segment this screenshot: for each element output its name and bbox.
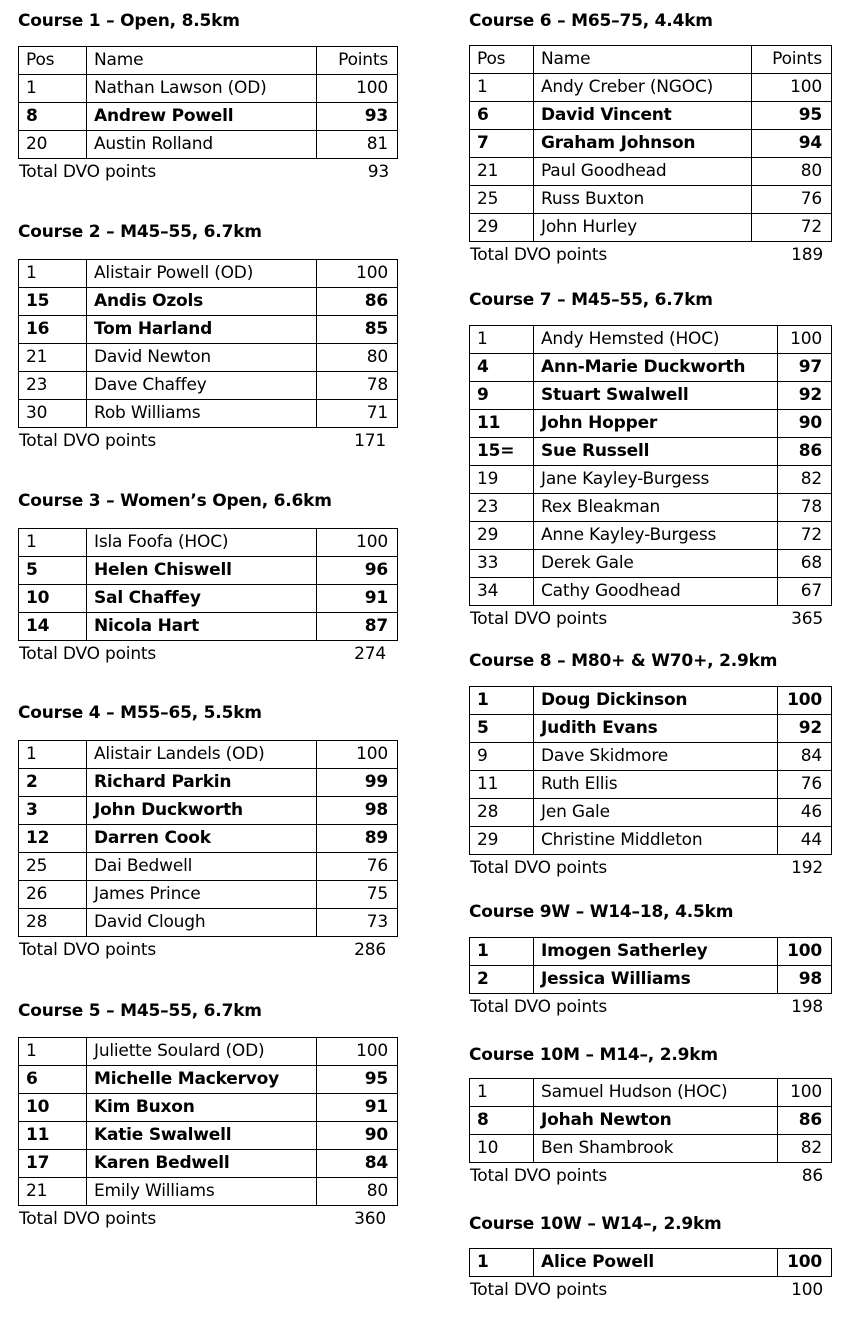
name-cell: Judith Evans — [534, 715, 778, 743]
points-cell: 85 — [317, 316, 398, 344]
table-row — [470, 354, 832, 382]
table-row — [470, 799, 832, 827]
name-cell: Tom Harland — [87, 316, 317, 344]
name-cell: Sal Chaffey — [87, 585, 317, 613]
points-cell: 86 — [778, 1107, 832, 1135]
position-cell: 33 — [470, 550, 534, 578]
position-cell: 17 — [19, 1150, 87, 1178]
table-row — [470, 522, 832, 550]
name-cell: Katie Swalwell — [87, 1122, 317, 1150]
name-cell: Samuel Hudson (HOC) — [534, 1079, 778, 1107]
name-cell: Alistair Powell (OD) — [87, 260, 317, 288]
position-cell: 29 — [470, 522, 534, 550]
points-cell: 84 — [317, 1150, 398, 1178]
name-cell: Ben Shambrook — [534, 1135, 778, 1163]
table-row — [19, 344, 398, 372]
table-row — [19, 613, 398, 641]
position-cell: 21 — [19, 1178, 87, 1206]
total-value: 365 — [791, 609, 823, 629]
name-cell: James Prince — [87, 881, 317, 909]
points-cell: 100 — [317, 741, 398, 769]
total-value: 93 — [367, 162, 389, 182]
table-row — [470, 158, 832, 186]
name-cell: Nicola Hart — [87, 613, 317, 641]
header-pos: Pos — [19, 47, 87, 75]
table-row — [470, 74, 832, 102]
table-row — [19, 585, 398, 613]
name-cell: Johah Newton — [534, 1107, 778, 1135]
name-cell: Jessica Williams — [534, 966, 778, 994]
name-cell: Dave Skidmore — [534, 743, 778, 771]
table-row — [19, 316, 398, 344]
position-cell: 4 — [470, 354, 534, 382]
points-cell: 46 — [778, 799, 832, 827]
points-cell: 95 — [752, 102, 832, 130]
position-cell: 5 — [19, 557, 87, 585]
name-cell: Graham Johnson — [534, 130, 752, 158]
points-cell: 73 — [317, 909, 398, 937]
total-row — [18, 641, 398, 667]
name-cell: Paul Goodhead — [534, 158, 752, 186]
points-cell: 82 — [778, 466, 832, 494]
points-cell: 80 — [317, 1178, 398, 1206]
table-row — [470, 715, 832, 743]
table-row — [19, 881, 398, 909]
table-row — [470, 578, 832, 606]
points-cell: 84 — [778, 743, 832, 771]
course-section — [469, 900, 832, 1020]
name-cell: Juliette Soulard (OD) — [87, 1038, 317, 1066]
points-cell: 86 — [778, 438, 832, 466]
name-cell: Jane Kayley-Burgess — [534, 466, 778, 494]
position-cell: 15 — [19, 288, 87, 316]
position-cell: 28 — [470, 799, 534, 827]
name-cell: Isla Foofa (HOC) — [87, 529, 317, 557]
points-cell: 90 — [317, 1122, 398, 1150]
course-section — [469, 288, 832, 632]
points-cell: 100 — [778, 326, 832, 354]
table-row — [19, 1094, 398, 1122]
table-row — [470, 438, 832, 466]
position-cell: 26 — [19, 881, 87, 909]
course-title: Course 2 – M45–55, 6.7km — [18, 222, 262, 242]
name-cell: Jen Gale — [534, 799, 778, 827]
points-cell: 80 — [752, 158, 832, 186]
name-cell: Anne Kayley-Burgess — [534, 522, 778, 550]
header-pos: Pos — [470, 46, 534, 74]
position-cell: 8 — [470, 1107, 534, 1135]
points-cell: 100 — [778, 1249, 832, 1277]
header-points: Points — [752, 46, 832, 74]
table-row — [19, 797, 398, 825]
course-section — [469, 9, 832, 268]
points-cell: 76 — [317, 853, 398, 881]
points-cell: 98 — [778, 966, 832, 994]
course-title: Course 10W – W14–, 2.9km — [469, 1214, 722, 1234]
total-row — [18, 428, 398, 454]
name-cell: David Newton — [87, 344, 317, 372]
points-cell: 72 — [752, 214, 832, 242]
total-row — [469, 1277, 832, 1303]
table-header-row — [470, 46, 832, 74]
name-cell: John Hopper — [534, 410, 778, 438]
name-cell: Nathan Lawson (OD) — [87, 75, 317, 103]
position-cell: 1 — [19, 260, 87, 288]
position-cell: 9 — [470, 743, 534, 771]
points-cell: 92 — [778, 715, 832, 743]
table-row — [470, 550, 832, 578]
name-cell: Andrew Powell — [87, 103, 317, 131]
total-value: 274 — [354, 644, 386, 664]
table-row — [19, 769, 398, 797]
name-cell: Dave Chaffey — [87, 372, 317, 400]
points-cell: 44 — [778, 827, 832, 855]
name-cell: Rex Bleakman — [534, 494, 778, 522]
position-cell: 19 — [470, 466, 534, 494]
points-cell: 97 — [778, 354, 832, 382]
position-cell: 5 — [470, 715, 534, 743]
table-row — [470, 1107, 832, 1135]
name-cell: Andis Ozols — [87, 288, 317, 316]
total-row — [469, 994, 832, 1020]
total-row — [469, 855, 832, 881]
results-table — [469, 1078, 832, 1163]
position-cell: 14 — [19, 613, 87, 641]
points-cell: 89 — [317, 825, 398, 853]
name-cell: Stuart Swalwell — [534, 382, 778, 410]
points-cell: 100 — [317, 529, 398, 557]
position-cell: 1 — [470, 1249, 534, 1277]
position-cell: 21 — [470, 158, 534, 186]
position-cell: 11 — [470, 410, 534, 438]
table-row — [470, 966, 832, 994]
course-title: Course 4 – M55–65, 5.5km — [18, 703, 262, 723]
table-header-row — [19, 47, 398, 75]
table-row — [470, 382, 832, 410]
name-cell: Kim Buxon — [87, 1094, 317, 1122]
results-table — [18, 46, 398, 159]
points-cell: 87 — [317, 613, 398, 641]
total-label: Total DVO points — [470, 1166, 608, 1186]
course-title: Course 9W – W14–18, 4.5km — [469, 902, 734, 922]
course-section — [469, 1212, 832, 1303]
table-row — [19, 1178, 398, 1206]
table-row — [470, 1249, 832, 1277]
name-cell: Karen Bedwell — [87, 1150, 317, 1178]
name-cell: Cathy Goodhead — [534, 578, 778, 606]
total-label: Total DVO points — [19, 940, 157, 960]
total-label: Total DVO points — [470, 609, 608, 629]
table-row — [19, 260, 398, 288]
table-row — [19, 741, 398, 769]
position-cell: 30 — [19, 400, 87, 428]
total-label: Total DVO points — [470, 858, 608, 878]
position-cell: 34 — [470, 578, 534, 606]
position-cell: 21 — [19, 344, 87, 372]
points-cell: 82 — [778, 1135, 832, 1163]
points-cell: 100 — [317, 1038, 398, 1066]
table-row — [470, 743, 832, 771]
points-cell: 67 — [778, 578, 832, 606]
points-cell: 76 — [778, 771, 832, 799]
position-cell: 1 — [19, 75, 87, 103]
results-table — [469, 937, 832, 994]
position-cell: 11 — [19, 1122, 87, 1150]
total-value: 286 — [354, 940, 386, 960]
points-cell: 99 — [317, 769, 398, 797]
results-table — [469, 45, 832, 242]
position-cell: 16 — [19, 316, 87, 344]
results-table — [18, 1037, 398, 1206]
results-table — [469, 686, 832, 855]
position-cell: 28 — [19, 909, 87, 937]
table-row — [19, 131, 398, 159]
total-row — [469, 606, 832, 632]
name-cell: Richard Parkin — [87, 769, 317, 797]
course-section — [469, 1043, 832, 1189]
course-title: Course 6 – M65–75, 4.4km — [469, 11, 713, 31]
name-cell: Russ Buxton — [534, 186, 752, 214]
header-name: Name — [534, 46, 752, 74]
points-cell: 95 — [317, 1066, 398, 1094]
points-cell: 96 — [317, 557, 398, 585]
table-row — [470, 326, 832, 354]
position-cell: 3 — [19, 797, 87, 825]
table-row — [19, 529, 398, 557]
points-cell: 81 — [317, 131, 398, 159]
name-cell: Michelle Mackervoy — [87, 1066, 317, 1094]
course-section — [469, 649, 832, 881]
position-cell: 1 — [19, 741, 87, 769]
position-cell: 25 — [19, 853, 87, 881]
name-cell: Imogen Satherley — [534, 938, 778, 966]
name-cell: Derek Gale — [534, 550, 778, 578]
course-section — [18, 701, 398, 963]
position-cell: 23 — [19, 372, 87, 400]
name-cell: Alice Powell — [534, 1249, 778, 1277]
table-row — [470, 130, 832, 158]
points-cell: 75 — [317, 881, 398, 909]
position-cell: 1 — [470, 74, 534, 102]
position-cell: 25 — [470, 186, 534, 214]
table-row — [470, 494, 832, 522]
points-cell: 91 — [317, 585, 398, 613]
table-row — [470, 771, 832, 799]
header-points: Points — [317, 47, 398, 75]
points-cell: 100 — [778, 938, 832, 966]
points-cell: 68 — [778, 550, 832, 578]
position-cell: 15= — [470, 438, 534, 466]
name-cell: Andy Creber (NGOC) — [534, 74, 752, 102]
points-cell: 86 — [317, 288, 398, 316]
position-cell: 11 — [470, 771, 534, 799]
points-cell: 100 — [778, 687, 832, 715]
name-cell: John Duckworth — [87, 797, 317, 825]
total-label: Total DVO points — [470, 997, 608, 1017]
table-row — [470, 827, 832, 855]
position-cell: 1 — [470, 938, 534, 966]
points-cell: 100 — [752, 74, 832, 102]
table-row — [470, 186, 832, 214]
name-cell: Helen Chiswell — [87, 557, 317, 585]
table-row — [470, 410, 832, 438]
points-cell: 90 — [778, 410, 832, 438]
name-cell: Darren Cook — [87, 825, 317, 853]
position-cell: 12 — [19, 825, 87, 853]
table-row — [470, 687, 832, 715]
position-cell: 7 — [470, 130, 534, 158]
position-cell: 10 — [470, 1135, 534, 1163]
course-section — [18, 9, 398, 185]
points-cell: 71 — [317, 400, 398, 428]
points-cell: 91 — [317, 1094, 398, 1122]
total-label: Total DVO points — [19, 1209, 157, 1229]
name-cell: Austin Rolland — [87, 131, 317, 159]
position-cell: 1 — [19, 529, 87, 557]
table-row — [470, 214, 832, 242]
total-label: Total DVO points — [470, 245, 608, 265]
total-label: Total DVO points — [19, 644, 157, 664]
course-title: Course 7 – M45–55, 6.7km — [469, 290, 713, 310]
points-cell: 92 — [778, 382, 832, 410]
table-row — [19, 853, 398, 881]
total-label: Total DVO points — [470, 1280, 608, 1300]
table-row — [19, 372, 398, 400]
total-row — [18, 159, 398, 185]
course-section — [18, 220, 398, 454]
table-row — [470, 1135, 832, 1163]
total-value: 189 — [791, 245, 823, 265]
total-value: 198 — [791, 997, 823, 1017]
table-row — [19, 1122, 398, 1150]
table-row — [470, 466, 832, 494]
points-cell: 78 — [317, 372, 398, 400]
table-row — [19, 400, 398, 428]
table-row — [19, 909, 398, 937]
total-row — [18, 1206, 398, 1232]
table-row — [19, 288, 398, 316]
total-row — [469, 242, 832, 268]
position-cell: 9 — [470, 382, 534, 410]
position-cell: 2 — [19, 769, 87, 797]
position-cell: 10 — [19, 585, 87, 613]
position-cell: 2 — [470, 966, 534, 994]
total-label: Total DVO points — [19, 431, 157, 451]
position-cell: 1 — [19, 1038, 87, 1066]
header-name: Name — [87, 47, 317, 75]
name-cell: Sue Russell — [534, 438, 778, 466]
table-row — [470, 102, 832, 130]
points-cell: 94 — [752, 130, 832, 158]
course-title: Course 1 – Open, 8.5km — [18, 11, 240, 31]
name-cell: Andy Hemsted (HOC) — [534, 326, 778, 354]
course-section — [18, 999, 398, 1232]
name-cell: Ruth Ellis — [534, 771, 778, 799]
results-table — [18, 259, 398, 428]
position-cell: 1 — [470, 326, 534, 354]
results-table — [18, 740, 398, 937]
points-cell: 78 — [778, 494, 832, 522]
name-cell: Doug Dickinson — [534, 687, 778, 715]
table-row — [19, 1150, 398, 1178]
total-row — [18, 937, 398, 963]
table-row — [470, 1079, 832, 1107]
table-row — [470, 938, 832, 966]
position-cell: 6 — [19, 1066, 87, 1094]
table-row — [19, 103, 398, 131]
position-cell: 1 — [470, 1079, 534, 1107]
name-cell: Alistair Landels (OD) — [87, 741, 317, 769]
total-row — [469, 1163, 832, 1189]
results-table — [469, 1248, 832, 1277]
position-cell: 8 — [19, 103, 87, 131]
position-cell: 6 — [470, 102, 534, 130]
points-cell: 98 — [317, 797, 398, 825]
position-cell: 29 — [470, 827, 534, 855]
course-section — [18, 489, 398, 667]
total-label: Total DVO points — [19, 162, 157, 182]
course-title: Course 3 – Women’s Open, 6.6km — [18, 491, 332, 511]
table-row — [19, 825, 398, 853]
points-cell: 100 — [317, 75, 398, 103]
total-value: 100 — [791, 1280, 823, 1300]
name-cell: John Hurley — [534, 214, 752, 242]
name-cell: Dai Bedwell — [87, 853, 317, 881]
table-row — [19, 557, 398, 585]
name-cell: Rob Williams — [87, 400, 317, 428]
name-cell: Emily Williams — [87, 1178, 317, 1206]
position-cell: 23 — [470, 494, 534, 522]
table-row — [19, 75, 398, 103]
name-cell: Christine Middleton — [534, 827, 778, 855]
name-cell: Ann-Marie Duckworth — [534, 354, 778, 382]
position-cell: 20 — [19, 131, 87, 159]
total-value: 171 — [354, 431, 386, 451]
position-cell: 10 — [19, 1094, 87, 1122]
name-cell: David Clough — [87, 909, 317, 937]
results-table — [18, 528, 398, 641]
points-cell: 76 — [752, 186, 832, 214]
total-value: 360 — [354, 1209, 386, 1229]
points-cell: 100 — [778, 1079, 832, 1107]
course-title: Course 8 – M80+ & W70+, 2.9km — [469, 651, 778, 671]
results-table — [469, 325, 832, 606]
course-title: Course 10M – M14–, 2.9km — [469, 1045, 718, 1065]
points-cell: 72 — [778, 522, 832, 550]
position-cell: 1 — [470, 687, 534, 715]
total-value: 192 — [791, 858, 823, 878]
table-row — [19, 1066, 398, 1094]
position-cell: 29 — [470, 214, 534, 242]
points-cell: 93 — [317, 103, 398, 131]
name-cell: David Vincent — [534, 102, 752, 130]
points-cell: 100 — [317, 260, 398, 288]
total-value: 86 — [801, 1166, 823, 1186]
points-cell: 80 — [317, 344, 398, 372]
table-row — [19, 1038, 398, 1066]
course-title: Course 5 – M45–55, 6.7km — [18, 1001, 262, 1021]
